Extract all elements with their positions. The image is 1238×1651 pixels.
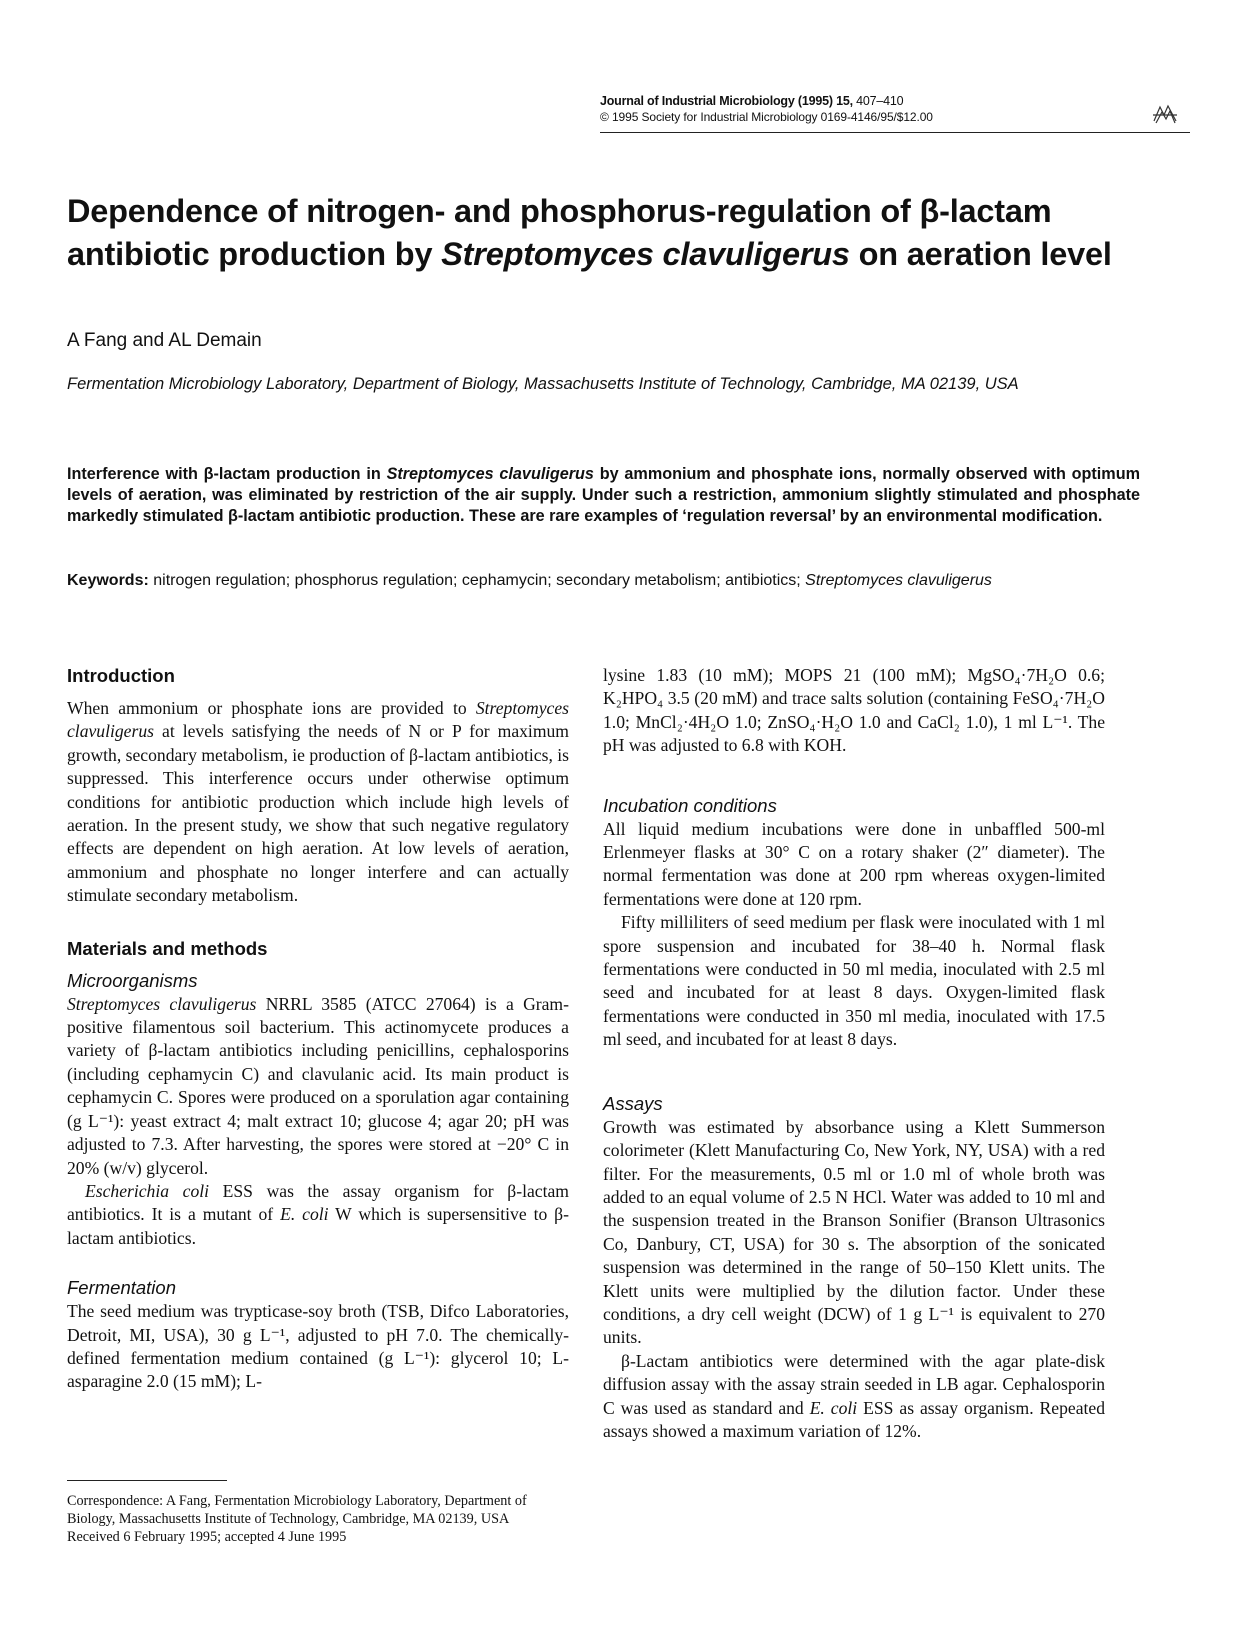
- paper-title: [67, 190, 1127, 276]
- keywords-text: nitrogen regulation; phosphorus regulation; cephamycin; secondary metabolism; antibiotics;: [148, 572, 806, 589]
- journal-header: [600, 93, 1180, 125]
- microorganisms-paragraph-2: [67, 1180, 569, 1250]
- received-date: Received 6 February 1995; accepted 4 June 1995: [67, 1529, 347, 1546]
- assays-heading: Assays: [603, 1092, 663, 1114]
- fermentation-paragraph: The seed medium was trypticase-soy broth (TSB, Difco Laboratories, Detroit, MI, USA), 30 g L⁻¹, adjusted to pH 7.0. The chemically-defined fermentation medium contained (g L⁻¹): glycerol 10; L-asparagine 2.0 (15 mM); L-: [67, 1301, 569, 1392]
- right-column: [603, 664, 1105, 1443]
- keywords: [67, 570, 1140, 591]
- assays-paragraph-1: Growth was estimated by absorbance using a Klett Summerson colorimeter (Klett Manufacturing Co, New York, NY, USA) with a red filter. For the measurements, 0.5 ml or 1.0 ml of whole broth was added to an equal volume of 2.5 N HCl. Water was added to 10 ml and the suspension treated in the Branson Sonifier (Branson Ultrasonics Co, Danbury, CT, USA) for 30 s. The absorption of the sonicated suspension was determined in the range of 50–150 Klett units. The Klett units were multiplied by the dilution factor. Under these conditions, a dry cell weight (DCW) of 1 g L⁻¹ is equivalent to 270 units.: [603, 1116, 1105, 1348]
- authors: A Fang and AL Demain: [67, 330, 262, 351]
- methods-heading: Materials and methods: [67, 937, 268, 959]
- incubation-heading: Incubation conditions: [603, 794, 777, 816]
- intro-text-1: When ammonium or phosphate ions are provided to: [67, 698, 476, 718]
- incubation-paragraph-1: All liquid medium incubations were done in unbaffled 500-ml Erlenmeyer flasks at 30° C on a rotary shaker (2″ diameter). The normal fermentation was done at 200 rpm whereas oxygen-limited fermentations were done at 120 rpm.: [603, 818, 1105, 909]
- ecoli-text-1: ESS was the assay organism for β-lactam antibiotics. It is a mutant of: [67, 1180, 569, 1225]
- publisher-logo-icon: [1152, 103, 1178, 125]
- abstract: [67, 464, 1140, 527]
- ecoli-text-2: W which is supersensitive to β-lactam antibiotics.: [67, 1204, 569, 1248]
- ecoli-name-2: E. coli: [280, 1204, 329, 1225]
- journal-name: Journal of Industrial Microbiology (1995) 15,: [600, 94, 853, 108]
- journal-copyright: © 1995 Society for Industrial Microbiology 0169-4146/95/$12.00: [600, 110, 933, 124]
- abstract-organism: Streptomyces clavuligerus: [386, 465, 594, 483]
- footnote: [67, 1492, 569, 1547]
- keywords-organism: Streptomyces clavuligerus: [805, 572, 992, 589]
- ecoli-name: Escherichia coli: [85, 1180, 210, 1201]
- journal-citation: [600, 93, 1180, 109]
- title-text-1: Dependence of nitrogen- and phosphorus-regulation of β-lactam antibiotic production by: [67, 193, 1052, 272]
- journal-pages: 407–410: [856, 94, 904, 108]
- introduction-heading: Introduction: [67, 665, 175, 686]
- microorganisms-paragraph-1: [67, 993, 569, 1180]
- microorganisms-organism: Streptomyces clavuligerus: [67, 993, 257, 1014]
- fermentation-paragraph-continued: lysine 1.83 (10 mM); MOPS 21 (100 mM); MgSO₄·7H₂O 0.6; K₂HPO₄ 3.5 (20 mM) and trace salts solution (containing FeSO₄·7H₂O 1.0; MnCl₂·4H₂O 1.0; ZnSO₄·H₂O 1.0 and CaCl₂ 1.0), 1 ml L⁻¹. The pH was adjusted to 6.8 with KOH.: [603, 665, 1105, 756]
- assays-organism: E. coli: [809, 1397, 858, 1418]
- intro-text-2: at levels satisfying the needs of N or P for maximum growth, secondary metabolism, ie production of β-lactam antibiotics, is suppressed. This interference occurs under otherwise optimum conditions for antibiotic production which include high levels of aeration. In the present study, we show that such negative regulatory effects are dependent on high aeration. At low levels of aeration, ammonium and phosphate no longer interfere and can actually stimulate secondary metabolism.: [67, 721, 569, 906]
- correspondence: Correspondence: A Fang, Fermentation Microbiology Laboratory, Department of Biology, Massachusetts Institute of Technology, Cambridge, MA 02139, USA: [67, 1493, 527, 1528]
- introduction-paragraph: [67, 697, 569, 908]
- incubation-paragraph-2: Fifty milliliters of seed medium per flask were inoculated with 1 ml spore suspension and incubated for 38–40 h. Normal flask fermentations were conducted in 50 ml media, inoculated with 2.5 ml seed and incubated for at least 8 days. Oxygen-limited flask fermentations were conducted in 350 ml media, inoculated with 17.5 ml seed, and incubated for at least 8 days.: [603, 912, 1105, 1050]
- intro-organism: Streptomyces clavuligerus: [67, 698, 569, 742]
- microorganisms-text: NRRL 3585 (ATCC 27064) is a Gram-positive filamentous soil bacterium. This actinomycete produces a variety of β-lactam antibiotics including penicillins, cephalosporins (including cephamycin C) and clavulanic acid. Its main product is cephamycin C. Spores were produced on a sporulation agar containing (g L⁻¹): yeast extract 4; malt extract 10; glucose 4; agar 20; pH was adjusted to 7.3. After harvesting, the spores were stored at −20° C in 20% (w/v) glycerol.: [67, 993, 569, 1178]
- assays-text-1: β-Lactam antibiotics were determined with the agar plate-disk diffusion assay with the assay strain seeded in LB agar. Cephalosporin C was used as standard and: [603, 1350, 1105, 1418]
- header-rule: [600, 132, 1190, 133]
- abstract-text-2: by ammonium and phosphate ions, normally observed with optimum levels of aeration, was eliminated by restriction of the air supply. Under such a restriction, ammonium slightly stimulated and phosphate markedly stimulated β-lactam antibiotic production. These are rare examples of ‘regulation reversal’ by an environmental modification.: [67, 465, 1140, 525]
- fermentation-heading: Fermentation: [67, 1277, 176, 1299]
- footnote-rule: [67, 1480, 227, 1481]
- assays-paragraph-2: [603, 1350, 1105, 1444]
- title-text-2: on aeration level: [849, 236, 1112, 272]
- assays-text-2: ESS as assay organism. Repeated assays showed a maximum variation of 12%.: [603, 1397, 1105, 1441]
- left-column: [67, 664, 569, 1394]
- affiliation: Fermentation Microbiology Laboratory, Department of Biology, Massachusetts Institute of Technology, Cambridge, MA 02139, USA: [67, 375, 1019, 393]
- microorganisms-heading: Microorganisms: [67, 969, 198, 991]
- keywords-label: Keywords:: [67, 572, 149, 589]
- abstract-text-1: Interference with β-lactam production in: [67, 465, 387, 483]
- title-organism: Streptomyces clavuligerus: [441, 236, 850, 272]
